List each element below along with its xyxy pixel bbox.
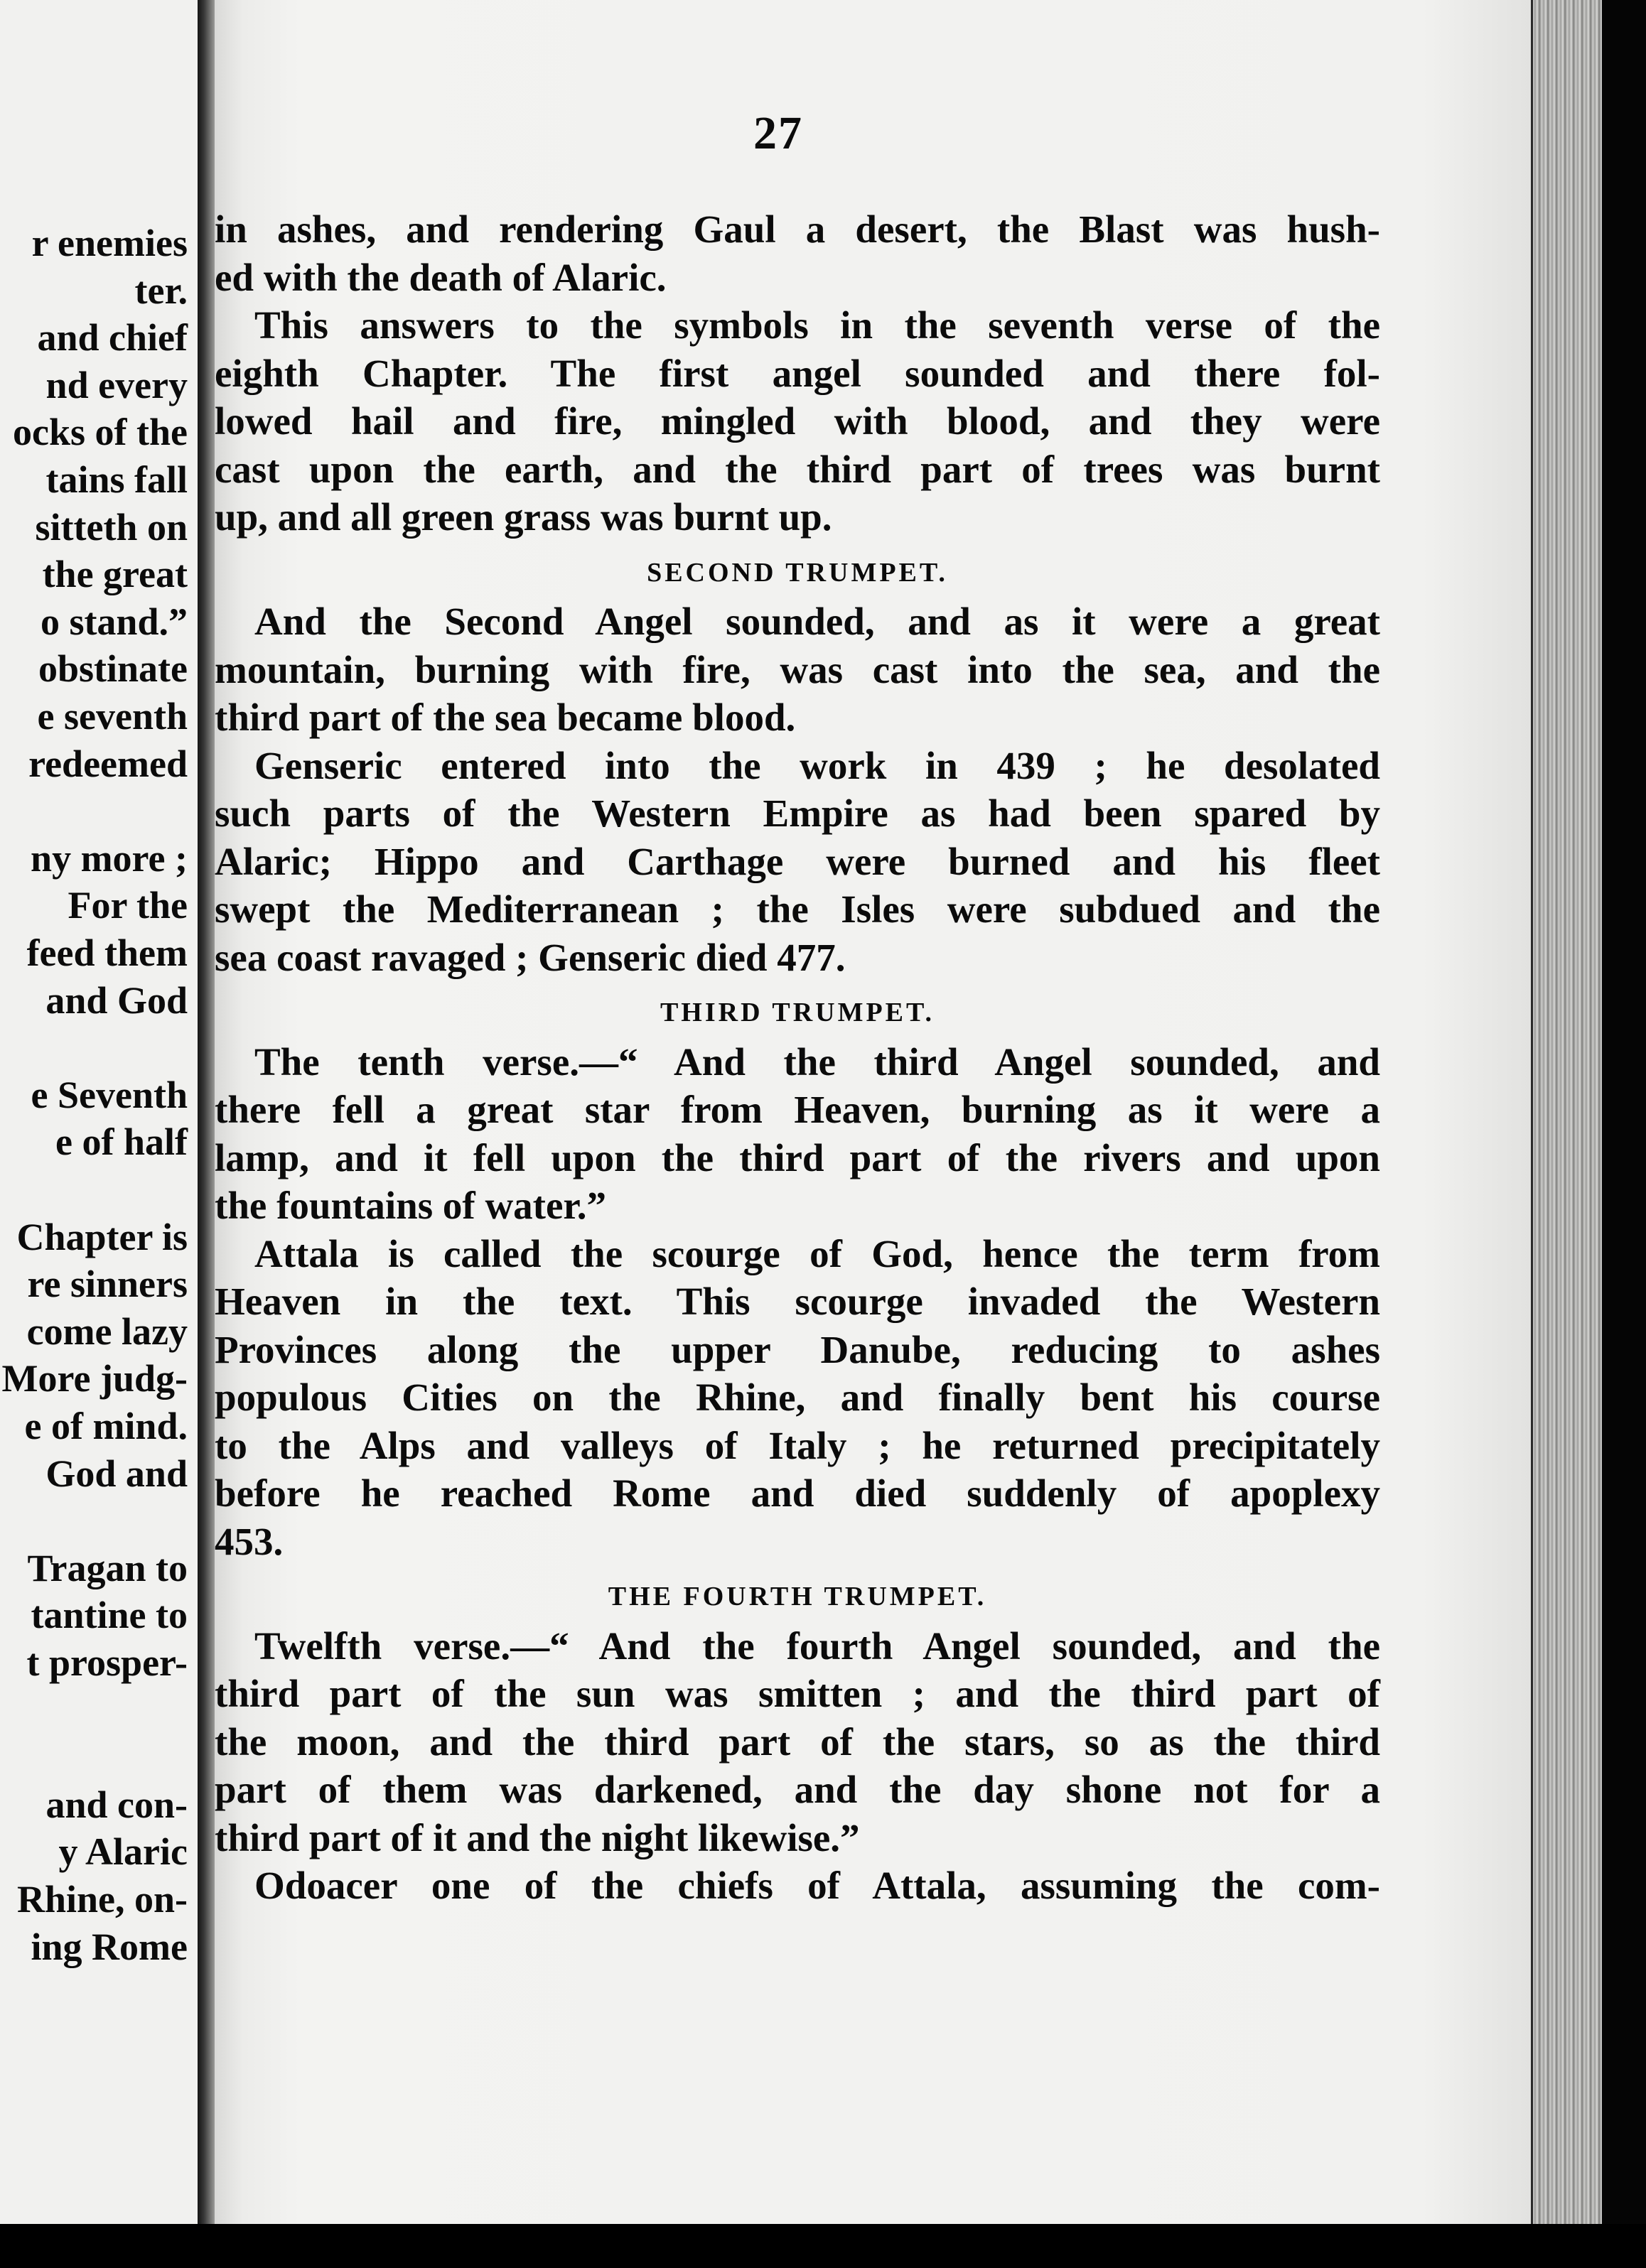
text-line: Heaven in the text. This scourge invaded the Western: [215, 1280, 1380, 1323]
left-page-line: feed them: [26, 932, 188, 974]
left-page-line: y Alaric: [58, 1830, 188, 1874]
text-line: Provinces along the upper Danube, reducing to ashes: [215, 1327, 1380, 1371]
left-page-line: and God: [45, 978, 188, 1022]
text-line: third part of it and the night likewise.”: [215, 1815, 860, 1859]
left-page-line: Chapter is: [16, 1215, 188, 1258]
text-line: part of them was darkened, and the day shone not for a: [215, 1768, 1380, 1811]
left-page-line: obstinate: [38, 647, 188, 691]
text-line: third part of the sea became blood.: [215, 696, 796, 739]
left-page-line: ing Rome: [31, 1925, 188, 1968]
text-line: 453.: [215, 1519, 284, 1563]
left-page-line: come lazy: [26, 1310, 188, 1353]
text-line: The tenth verse.—“ And the third Angel sounded, and: [254, 1040, 1380, 1084]
text-line: third part of the sun was smitten ; and the third part of: [215, 1672, 1380, 1715]
left-page-line: e of mind.: [24, 1405, 188, 1447]
text-line: sea coast ravaged ; Genseric died 477.: [215, 935, 846, 979]
left-page-line: and chief: [37, 316, 188, 360]
left-page-line: tantine to: [31, 1594, 188, 1637]
text-line: mountain, burning with fire, was cast into the sea, and the: [215, 647, 1380, 691]
section-heading: SECOND TRUMPET.: [647, 557, 948, 588]
text-line: Alaric; Hippo and Carthage were burned and his fleet: [215, 839, 1380, 883]
text-line: the fountains of water.”: [215, 1184, 607, 1227]
text-line: up, and all green grass was burnt up.: [215, 495, 832, 539]
text-line: Odoacer one of the chiefs of Attala, assuming the com-: [254, 1864, 1380, 1907]
text-line: the moon, and the third part of the stars, so as the third: [215, 1719, 1380, 1764]
text-line: swept the Mediterranean ; the Isles were subdued and the: [215, 887, 1380, 931]
left-page-line: For the: [68, 884, 188, 927]
left-page-line: re sinners: [27, 1263, 188, 1306]
page-number: 27: [753, 107, 803, 159]
background-shadow-bottom: [0, 2224, 1646, 2268]
left-page-line: r enemies: [31, 222, 188, 264]
text-line: eighth Chapter. The first angel sounded and there fol-: [215, 351, 1380, 395]
section-heading: THE FOURTH TRUMPET.: [608, 1582, 987, 1611]
text-line: cast upon the earth, and the third part of trees was burnt: [215, 447, 1380, 491]
left-page-line: More judg-: [1, 1357, 188, 1400]
left-page-line: Tragan to: [27, 1546, 188, 1589]
text-line: This answers to the symbols in the seventh verse of the: [254, 303, 1380, 347]
text-line: Attala is called the scourge of God, hence the term from: [254, 1231, 1380, 1275]
left-page-line: redeemed: [28, 742, 188, 785]
section-heading: THIRD TRUMPET.: [660, 998, 935, 1027]
left-page-line: and con-: [45, 1783, 188, 1826]
left-page-line: e of half: [55, 1120, 188, 1164]
left-page-line: God and: [45, 1452, 188, 1495]
left-page-line: sitteth on: [35, 505, 188, 549]
text-line: there fell a great star from Heaven, burning as it were a: [215, 1088, 1380, 1131]
text-line: such parts of the Western Empire as had been spared by: [215, 792, 1380, 835]
text-line: Genseric entered into the work in 439 ; he desolated: [254, 743, 1380, 787]
left-page-line: t prosper-: [26, 1641, 188, 1684]
left-page-line: Rhine, on-: [16, 1878, 188, 1921]
text-line: lowed hail and fire, mingled with blood, and they were: [215, 399, 1380, 443]
text-line: to the Alps and valleys of Italy ; he returned precipitately: [215, 1423, 1380, 1467]
left-page-line: e seventh: [37, 695, 188, 738]
left-page-line: o stand.”: [40, 600, 188, 643]
left-page-line: ocks of the: [13, 411, 188, 454]
text-line: Twelfth verse.—“ And the fourth Angel sounded, and the: [254, 1624, 1380, 1668]
left-page-line: e Seventh: [31, 1073, 188, 1116]
left-page-line: nd every: [45, 363, 188, 406]
left-page-line: ter.: [134, 269, 188, 312]
left-page-line: ny more ;: [31, 836, 188, 880]
text-line: before he reached Rome and died suddenly of apoplexy: [215, 1472, 1380, 1515]
text-line: in ashes, and rendering Gaul a desert, the Blast was hush-: [215, 207, 1380, 251]
left-page-line: the great: [42, 553, 188, 596]
left-page-line: tains fall: [45, 458, 188, 501]
text-line: And the Second Angel sounded, and as it were a great: [254, 600, 1380, 643]
left-facing-page: [0, 0, 200, 2268]
text-line: ed with the death of Alaric.: [215, 255, 667, 299]
book-gutter: [198, 0, 215, 2268]
text-line: populous Cities on the Rhine, and finally bent his course: [215, 1376, 1380, 1419]
text-line: lamp, and it fell upon the third part of the rivers and upon: [215, 1135, 1380, 1179]
background-shadow-right: [1602, 0, 1646, 2268]
page-edges: [1531, 0, 1604, 2268]
